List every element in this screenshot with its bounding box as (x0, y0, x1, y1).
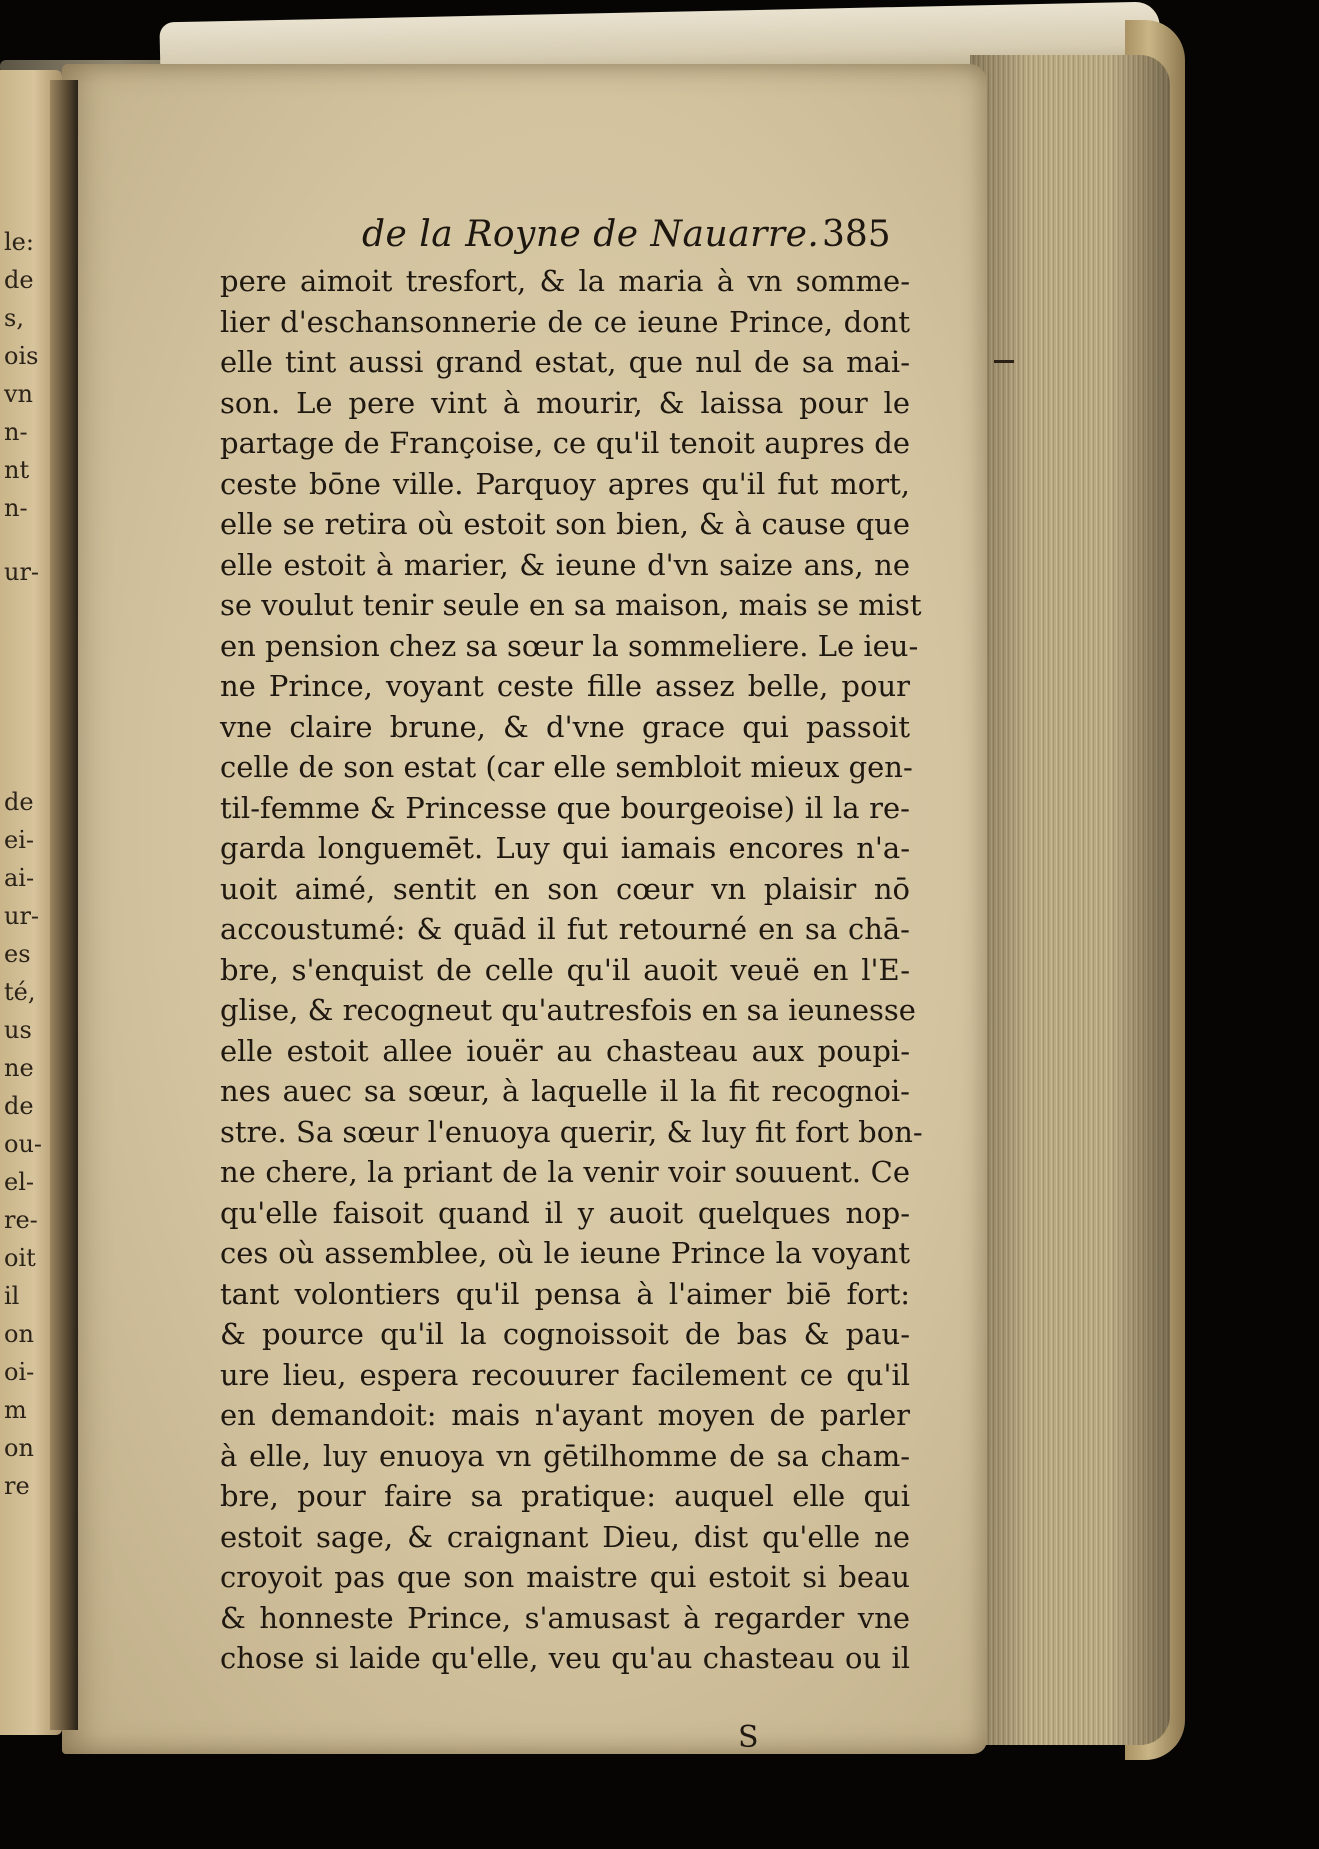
facing-line-fragment: m (4, 1396, 27, 1424)
page-number: 385 (822, 214, 891, 255)
text-line: celle de son estat (car elle sembloit mieux gen- (220, 750, 913, 784)
facing-line-fragment: il (4, 1282, 20, 1310)
running-head: de la Royne de Nauarre. (362, 214, 820, 255)
facing-line-fragment: re- (4, 1206, 38, 1234)
facing-line-fragment: on (4, 1434, 34, 1462)
text-line: bre, s'enquist de celle qu'il auoit veuë en l'E- (220, 952, 910, 987)
facing-line-fragment: ou- (4, 1130, 43, 1158)
text-line: elle estoit à marier, & ieune d'vn saize ans, ne (220, 547, 910, 582)
signature-mark: S (738, 1720, 759, 1755)
facing-line-fragment: ne (4, 1054, 34, 1082)
text-line: en pension chez sa sœur la sommeliere. Le ieu- (220, 628, 919, 663)
facing-line-fragment: de (4, 1092, 34, 1120)
facing-line-fragment: n- (4, 418, 28, 446)
facing-line-fragment: el- (4, 1168, 34, 1196)
text-line: en demandoit: mais n'ayant moyen de parler (220, 1398, 910, 1432)
facing-line-fragment: de (4, 266, 34, 294)
facing-line-fragment: us (4, 1016, 32, 1044)
text-line: elle estoit allee iouër au chasteau aux poupi- (220, 1033, 910, 1068)
text-line: ceste bōne ville. Parquoy apres qu'il fut mort, (220, 466, 910, 501)
text-line: & pource qu'il la cognoissoit de bas & pau- (220, 1317, 910, 1351)
text-line: vne claire brune, & d'vne grace qui passoit (220, 709, 910, 744)
text-line: lier d'eschansonnerie de ce ieune Prince, dont (220, 304, 910, 339)
text-line: partage de Françoise, ce qu'il tenoit aupres de (220, 426, 910, 460)
text-line: accoustumé: & quād il fut retourné en sa chā- (220, 912, 910, 946)
text-line: til-femme & Princesse que bourgeoise) il la re- (220, 790, 910, 825)
text-line: ure lieu, espera recouurer facilement ce qu'il (220, 1357, 910, 1392)
text-line: qu'elle faisoit quand il y auoit quelques nop- (220, 1195, 910, 1230)
text-line: se voulut tenir seule en sa maison, mais se mist (220, 588, 922, 622)
fore-edge-shadow (970, 55, 1170, 1745)
text-line: elle tint aussi grand estat, que nul de sa mai- (220, 345, 910, 379)
text-line: tant volontiers qu'il pensa à l'aimer biē fort: (220, 1276, 910, 1311)
facing-line-fragment: ai- (4, 864, 35, 892)
facing-line-fragment: ei- (4, 826, 34, 854)
facing-line-fragment: oi- (4, 1358, 35, 1386)
text-line: nes auec sa sœur, à laquelle il la fit recognoi- (220, 1074, 910, 1108)
text-line: elle se retira où estoit son bien, & à cause que (220, 507, 910, 541)
text-line: chose si laide qu'elle, veu qu'au chasteau ou il (220, 1641, 910, 1675)
text-line: glise, & recogneut qu'autresfois en sa ieunesse (220, 993, 916, 1027)
text-line: ne Prince, voyant ceste fille assez belle, pour (220, 669, 910, 703)
text-line: garda longuemēt. Luy qui iamais encores n'a- (220, 831, 910, 865)
text-line: bre, pour faire sa pratique: auquel elle qui (220, 1479, 910, 1513)
facing-line-fragment: nt (4, 456, 30, 484)
margin-mark (994, 360, 1014, 363)
text-line: uoit aimé, sentit en son cœur vn plaisir nō (220, 871, 910, 906)
facing-line-fragment: es (4, 940, 31, 968)
facing-line-fragment: s, (4, 304, 24, 332)
text-line: estoit sage, & craignant Dieu, dist qu'elle ne (220, 1519, 910, 1554)
facing-line-fragment: ur- (4, 902, 40, 930)
text-line: ne chere, la priant de la venir voir souuent. Ce (220, 1155, 910, 1189)
text-line: pere aimoit tresfort, & la maria à vn somme- (220, 264, 910, 298)
text-line: à elle, luy enuoya vn gētilhomme de sa cham- (220, 1438, 910, 1473)
facing-line-fragment: vn (4, 380, 34, 408)
facing-line-fragment: ur- (4, 558, 40, 586)
book-gutter (50, 80, 78, 1730)
text-line: & honneste Prince, s'amusast à regarder vne (220, 1600, 910, 1635)
facing-line-fragment: re (4, 1472, 30, 1500)
facing-line-fragment: le: (4, 228, 34, 256)
facing-line-fragment: de (4, 788, 34, 816)
facing-line-fragment: ois (4, 342, 39, 370)
text-line: stre. Sa sœur l'enuoya querir, & luy fit fort bon- (220, 1114, 923, 1149)
facing-line-fragment: oit (4, 1244, 36, 1272)
text-line: croyoit pas que son maistre qui estoit si beau (220, 1560, 910, 1594)
facing-line-fragment: on (4, 1320, 34, 1348)
text-line: ces où assemblee, où le ieune Prince la voyant (220, 1236, 910, 1270)
facing-line-fragment: n- (4, 494, 28, 522)
text-line: son. Le pere vint à mourir, & laissa pour le (220, 385, 910, 420)
facing-line-fragment: té, (4, 978, 36, 1006)
book-page (62, 64, 987, 1754)
